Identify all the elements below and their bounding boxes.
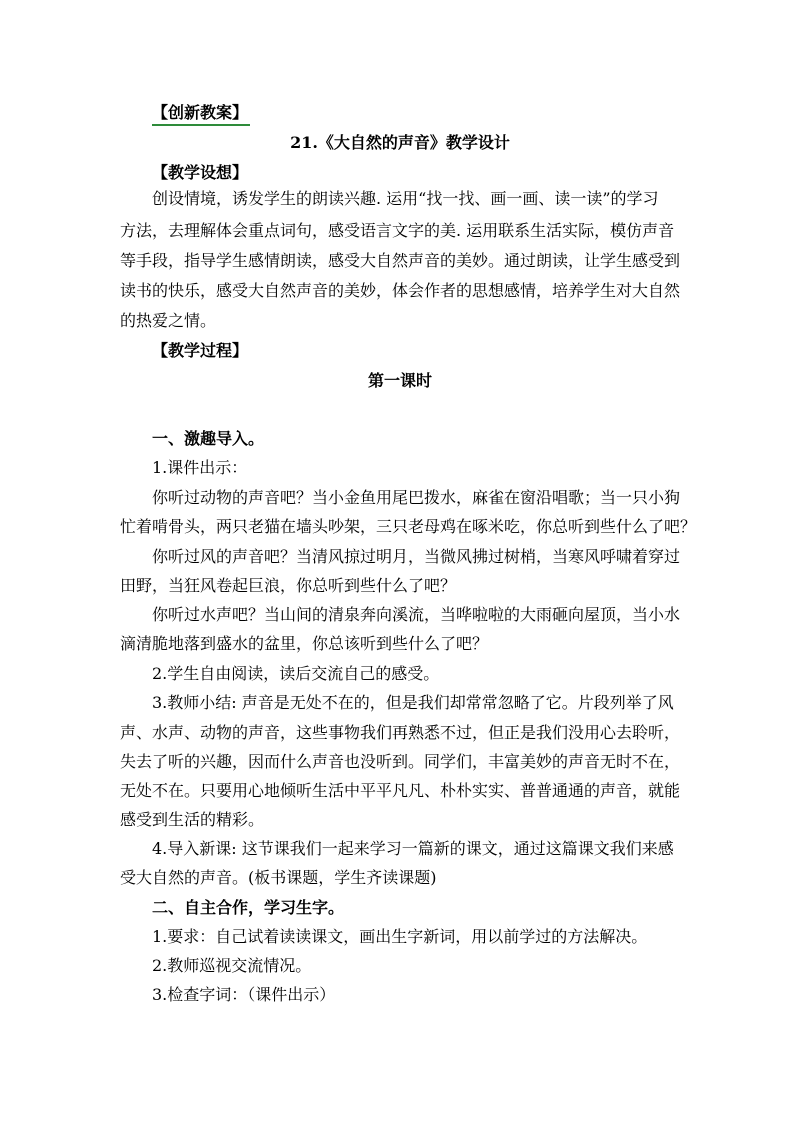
section-heading-process: 【教学过程】: [152, 341, 249, 360]
design-paragraph-line: 方法，去理解体会重点词句，感受语言文字的美. 运用联系生活实际，模仿声音: [120, 221, 675, 240]
summary-paragraph-line: 声、水声、动物的声音，这些事物我们再熟悉不过，但正是我们没用心去聆听，: [120, 723, 681, 742]
intro-paragraph-line: 4.导入新课: 这节课我们一起来学习一篇新的课文，通过这篇课文我们来感: [152, 839, 674, 858]
design-paragraph-line: 的热爱之情。: [120, 311, 217, 330]
summary-paragraph-line: 感受到生活的精彩。: [120, 810, 265, 829]
wind-paragraph-line: 田野，当狂风卷起巨浪，你总听到些什么了吧？: [120, 576, 457, 595]
part-heading-1: 一、激趣导入。: [152, 429, 265, 448]
animal-paragraph-line: 忙着啃骨头，两只老猫在墙头吵架，三只老母鸡在啄米吃，你总听到些什么了吧？: [120, 517, 697, 536]
summary-paragraph-line: 3.教师小结: 声音是无处不在的，但是我们却常常忽略了它。片段列举了风: [152, 693, 674, 712]
wind-paragraph-line: 你听过风的声音吧？当清风掠过明月，当微风拂过树梢，当寒风呼啸着穿过: [152, 547, 681, 566]
water-paragraph-line: 滴清脆地落到盛水的盆里，你总该听到些什么了吧？: [120, 634, 489, 653]
section-heading-design: 【教学设想】: [152, 163, 249, 182]
design-paragraph-line: 等手段，指导学生感情朗读，感受大自然声音的美妙。通过朗读，让学生感受到: [120, 251, 681, 270]
doc-tag: 【创新教案】: [152, 103, 249, 122]
step-1-2: 2.学生自由阅读，读后交流自己的感受。: [152, 664, 440, 683]
tag-underline: [152, 124, 250, 126]
design-paragraph-line: 读书的快乐，感受大自然声音的美妙，体会作者的思想感情，培养学生对大自然: [120, 281, 681, 300]
design-paragraph-line: 创设情境，诱发学生的朗读兴趣. 运用“找一找、画一画、读一读”的学习: [152, 189, 659, 208]
step-1-1: 1.课件出示：: [152, 458, 248, 477]
doc-title: 21.《大自然的声音》教学设计: [290, 133, 510, 152]
summary-paragraph-line: 无处不在。只要用心地倾听生活中平平凡凡、朴朴实实、普普通通的声音，就能: [120, 781, 681, 800]
step-2-2: 2.教师巡视交流情况。: [152, 956, 312, 975]
step-2-3: 3.检查字词：（课件出示）: [152, 985, 336, 1004]
water-paragraph-line: 你听过水声吧？当山间的清泉奔向溪流，当哗啦啦的大雨砸向屋顶，当小水: [152, 605, 681, 624]
step-2-1: 1.要求：自己试着读读课文，画出生字新词，用以前学过的方法解决。: [152, 927, 648, 946]
lesson-heading: 第一课时: [367, 371, 432, 390]
intro-paragraph-line: 受大自然的声音。(板书课题，学生齐读课题): [120, 868, 437, 887]
animal-paragraph-line: 你听过动物的声音吧？当小金鱼用尾巴拨水，麻雀在窗沿唱歌；当一只小狗: [152, 488, 681, 507]
summary-paragraph-line: 失去了听的兴趣，因而什么声音也没听到。同学们，丰富美妙的声音无时不在，: [120, 752, 681, 771]
part-heading-2: 二、自主合作，学习生字。: [152, 898, 345, 917]
